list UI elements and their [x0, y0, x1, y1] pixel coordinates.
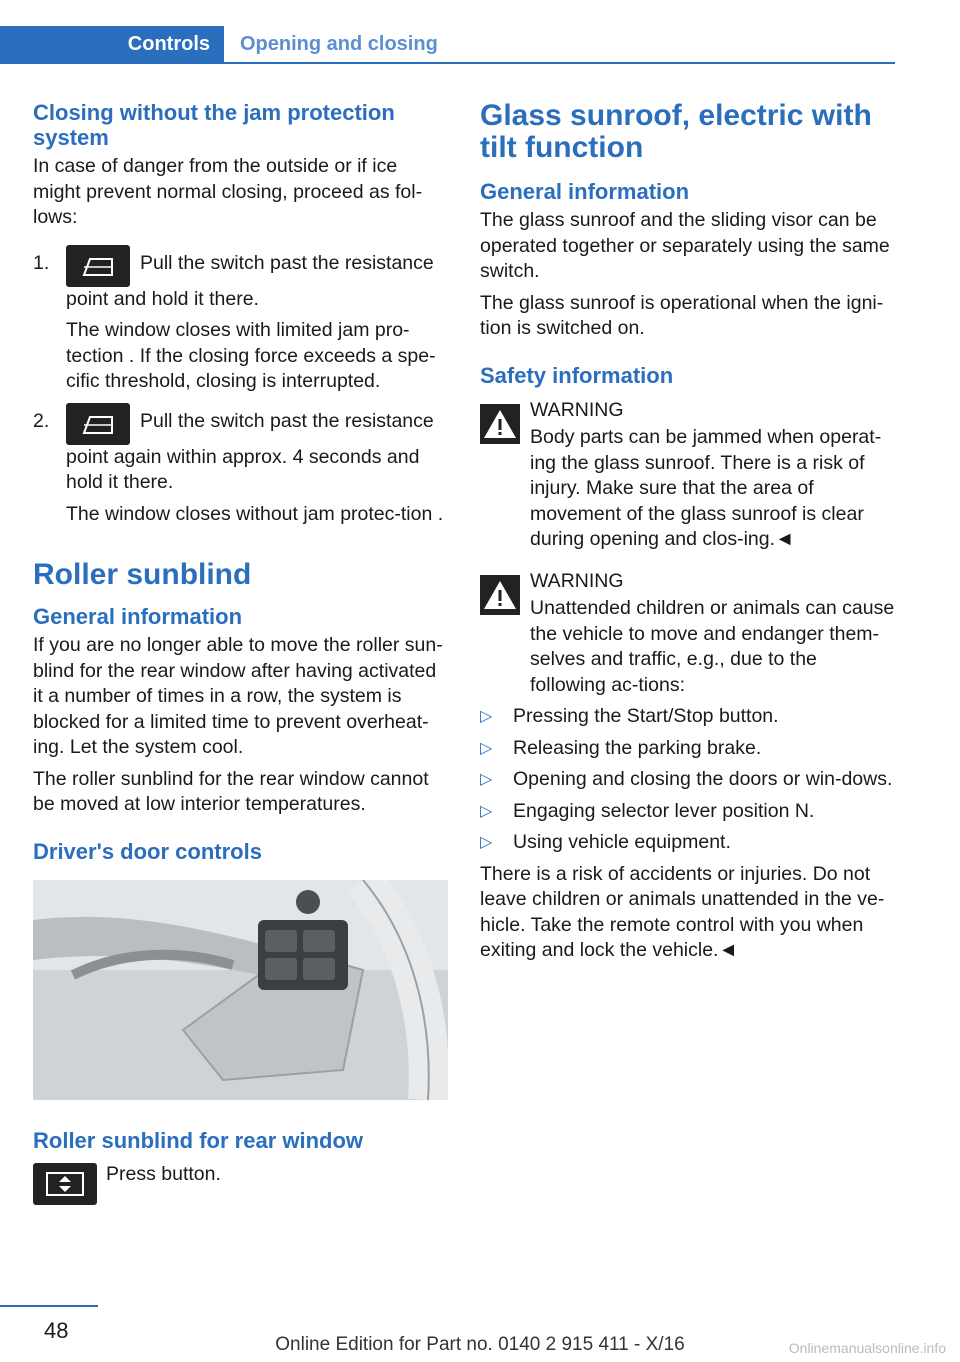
page-number: 48: [44, 1318, 69, 1343]
left-column: [33, 100, 448, 1207]
step-number: 2.: [33, 409, 50, 432]
list-item: ▷ Opening and closing the doors or win-dows.: [480, 767, 895, 793]
step-1-detail: The window closes with limited jam pro-tection . If the closing force exceeds a spe-cific threshold, closing is interrupted.: [66, 319, 436, 392]
safety-heading: Safety information: [480, 362, 674, 388]
door-controls-photo: [33, 880, 448, 1100]
warning-2-label: WARNING: [530, 569, 624, 592]
sunroof-general-heading: General information: [480, 179, 690, 204]
footer-rule: [0, 1305, 98, 1307]
window-switch-icon: [66, 403, 130, 445]
door-controls-heading: Driver's door controls: [33, 838, 262, 864]
closing-heading: Closing without the jam protection system: [33, 100, 395, 150]
general-p2: The roller sunblind for the rear window cannot be moved at low interior temperatures.: [33, 767, 429, 815]
step-1: [33, 251, 448, 395]
bullet-icon: ▷: [480, 802, 493, 820]
sunroof-general-p2: The glass sunroof is operational when the igni-tion is switched on.: [480, 291, 884, 339]
list-item: ▷ Using vehicle equipment.: [480, 830, 895, 856]
bullet-icon: ▷: [480, 771, 493, 788]
window-switch-icon: [66, 245, 130, 287]
tab-opening-closing[interactable]: Opening and closing: [240, 33, 438, 55]
right-column: [480, 100, 895, 970]
header-tabs: [0, 26, 895, 64]
tab-controls[interactable]: Controls: [0, 26, 224, 62]
warning-2: [480, 569, 895, 595]
warning-1: [480, 398, 895, 424]
step-2-text: Pull the switch past the resistance point again within approx. 4 seconds and hold it there.: [66, 409, 434, 493]
step-number: 1.: [33, 251, 50, 274]
step-2: [33, 409, 448, 528]
sunroof-general-p1: The glass sunroof and the sliding visor can be operated together or separately using the same switch.: [480, 209, 890, 282]
rear-window-text: Press button.: [106, 1162, 221, 1185]
warning-2-text: Unattended children or animals can cause the vehicle to move and endanger them-selves and traffic, e.g., due to the following ac-tions:: [530, 597, 895, 696]
general-p1: If you are no longer able to move the roller sun-blind for the rear window after having activated it a number of times in a row, the system is blocked for a limited time to prevent overheat-ing. Let the system cool.: [33, 634, 443, 758]
edition-text: Online Edition for Part no. 0140 2 915 411 - X/16: [275, 1334, 685, 1355]
step-1-text: Pull the switch past the resistance point and hold it there.: [66, 251, 434, 310]
rear-window-instruction: [33, 1163, 448, 1207]
general-info-heading: General information: [33, 604, 243, 629]
list-item: ▷ Engaging selector lever position N.: [480, 799, 895, 825]
list-item: ▷ Pressing the Start/Stop button.: [480, 704, 895, 730]
sunblind-button-icon: [33, 1163, 97, 1205]
bullet-icon: ▷: [480, 834, 493, 851]
risk-text: There is a risk of accidents or injuries. Do not leave children or animals unattended in the ve-hicle. Take the remote control with you when exiting and lock the vehicle.◄: [480, 862, 885, 961]
warning-1-text: Body parts can be jammed when operat-ing the glass sunroof. There is a risk of injury. Make sure that the area of movement of the glass sunroof is clear during opening and clos-ing.◄: [530, 426, 882, 550]
watermark: Onlinemanualsonline.info: [788, 1340, 946, 1356]
warning-1-label: WARNING: [530, 398, 624, 421]
sunroof-title: Glass sunroof, electric with tilt function: [480, 99, 872, 164]
step-2-detail: The window closes without jam protec-tion .: [66, 502, 444, 525]
list-item: ▷ Releasing the parking brake.: [480, 736, 895, 762]
warning-icon: [480, 404, 520, 444]
roller-sunblind-title: Roller sunblind: [33, 558, 252, 591]
closing-intro: In case of danger from the outside or if ice might prevent normal closing, proceed as fol-lows:: [33, 155, 423, 228]
warning-icon: [480, 575, 520, 615]
rear-window-heading: Roller sunblind for rear window: [33, 1127, 364, 1153]
bullet-icon: ▷: [480, 739, 493, 757]
bullet-icon: ▷: [480, 708, 493, 725]
